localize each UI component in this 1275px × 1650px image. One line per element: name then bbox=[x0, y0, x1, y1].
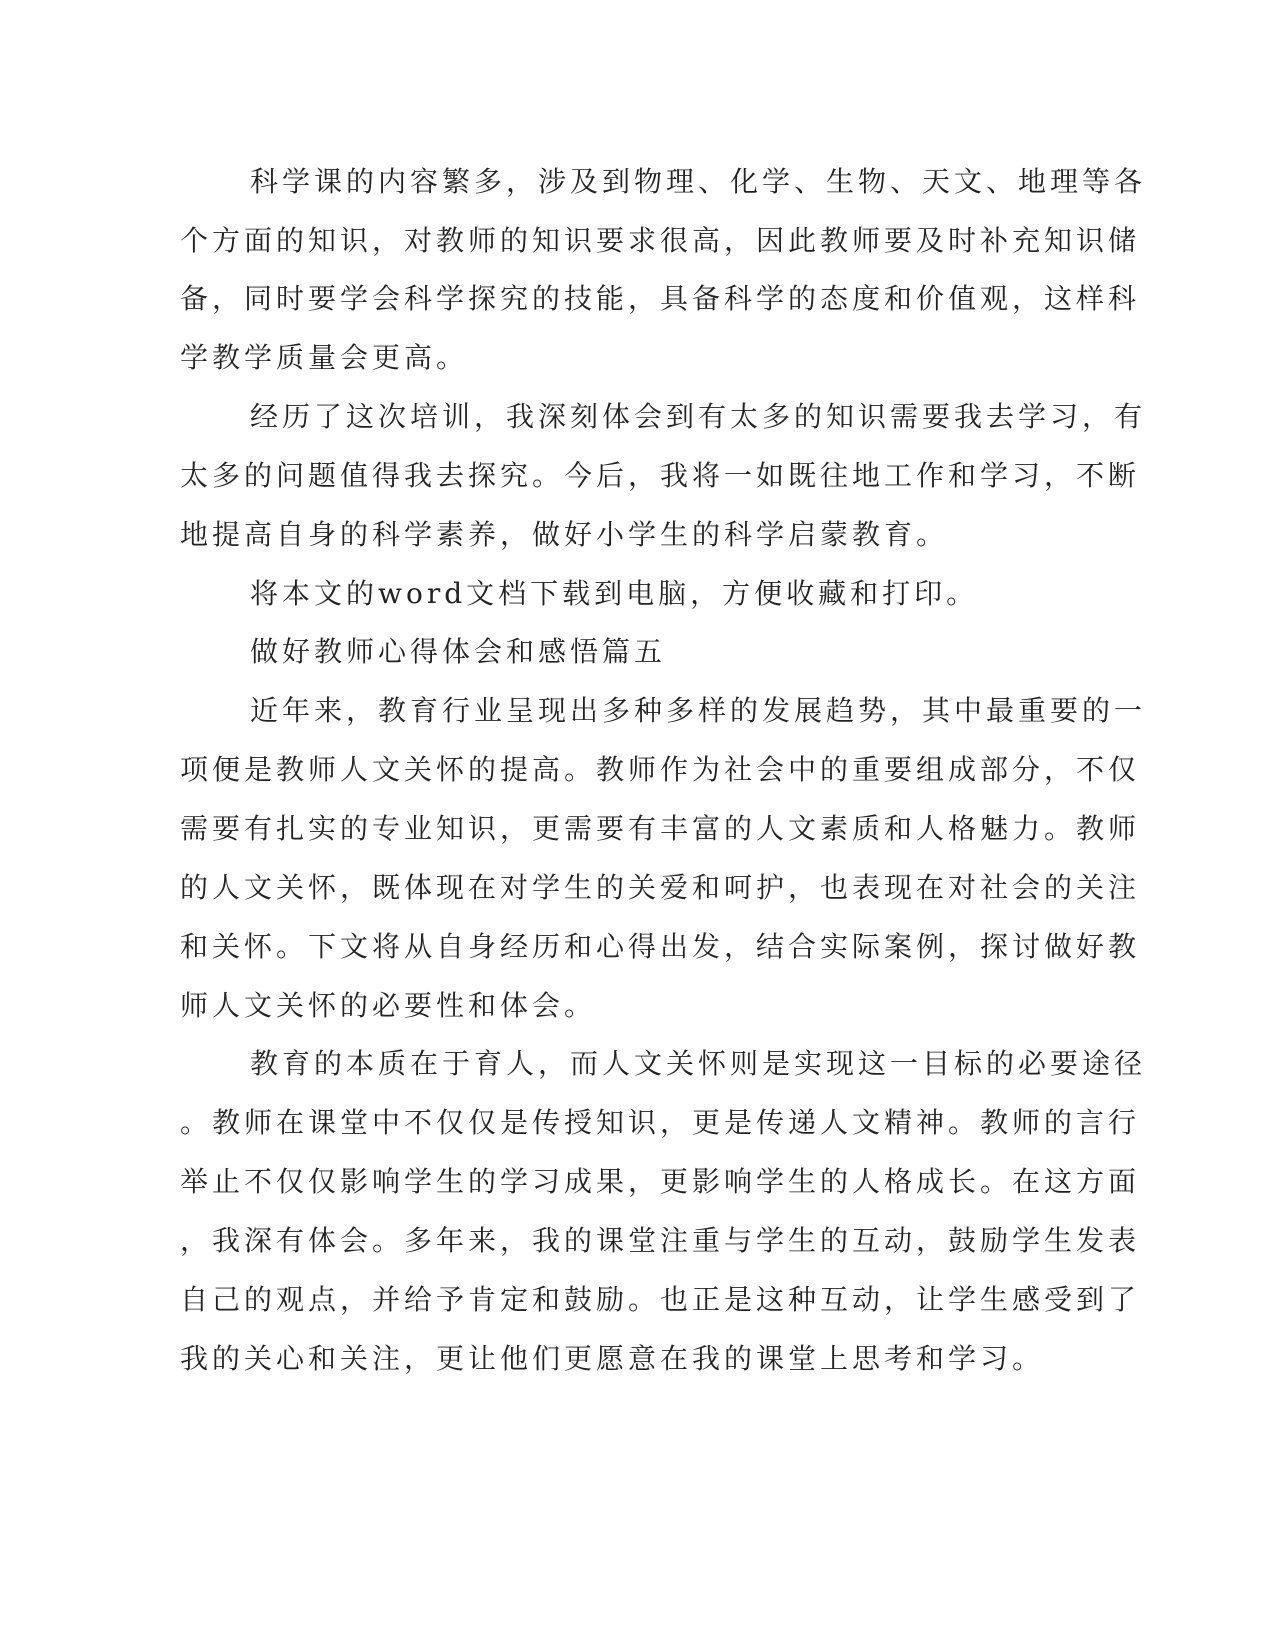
paragraph-4-line-5: 自己的观点，并给予肯定和鼓励。也正是这种互动，让学生感受到了 bbox=[180, 1283, 1141, 1316]
paragraph-1-line-2: 个方面的知识，对教师的知识要求很高，因此教师要及时补充知识储 bbox=[180, 224, 1141, 257]
paragraph-4-line-3: 举止不仅仅影响学生的学习成果，更影响学生的人格成长。在这方面 bbox=[180, 1165, 1141, 1198]
paragraph-3-line-4: 的人文关怀，既体现在对学生的关爱和呵护，也表现在对社会的关注 bbox=[180, 871, 1141, 904]
paragraph-3-line-1: 近年来，教育行业呈现出多种多样的发展趋势，其中最重要的一 bbox=[250, 694, 1147, 727]
paragraph-2-line-2: 太多的问题值得我去探究。今后，我将一如既往地工作和学习，不断 bbox=[180, 459, 1141, 492]
paragraph-3-line-3: 需要有扎实的专业知识，更需要有丰富的人文素质和人格魅力。教师 bbox=[180, 812, 1141, 845]
paragraph-4-line-4: ，我深有体会。多年来，我的课堂注重与学生的互动，鼓励学生发表 bbox=[180, 1224, 1141, 1257]
paragraph-1-line-4: 学教学质量会更高。 bbox=[180, 341, 469, 374]
paragraph-3-line-2: 项便是教师人文关怀的提高。教师作为社会中的重要组成部分，不仅 bbox=[180, 753, 1141, 786]
paragraph-1-line-1: 科学课的内容繁多，涉及到物理、化学、生物、天文、地理等各 bbox=[250, 165, 1147, 198]
paragraph-4-line-2: 。教师在课堂中不仅仅是传授知识，更是传递人文精神。教师的言行 bbox=[180, 1106, 1141, 1139]
section-title: 做好教师心得体会和感悟篇五 bbox=[250, 635, 667, 668]
paragraph-1-line-3: 备，同时要学会科学探究的技能，具备科学的态度和价值观，这样科 bbox=[180, 282, 1141, 315]
paragraph-3-line-5: 和关怀。下文将从自身经历和心得出发，结合实际案例，探讨做好教 bbox=[180, 930, 1141, 963]
paragraph-4-line-6: 我的关心和关注，更让他们更愿意在我的课堂上思考和学习。 bbox=[180, 1342, 1045, 1375]
download-note: 将本文的word文档下载到电脑，方便收藏和打印。 bbox=[250, 577, 979, 610]
paragraph-2-line-1: 经历了这次培训，我深刻体会到有太多的知识需要我去学习，有 bbox=[250, 400, 1147, 433]
paragraph-2-line-3: 地提高自身的科学素养，做好小学生的科学启蒙教育。 bbox=[180, 518, 949, 551]
paragraph-4-line-1: 教育的本质在于育人，而人文关怀则是实现这一目标的必要途径 bbox=[250, 1047, 1147, 1080]
paragraph-3-line-6: 师人文关怀的必要性和体会。 bbox=[180, 989, 597, 1022]
